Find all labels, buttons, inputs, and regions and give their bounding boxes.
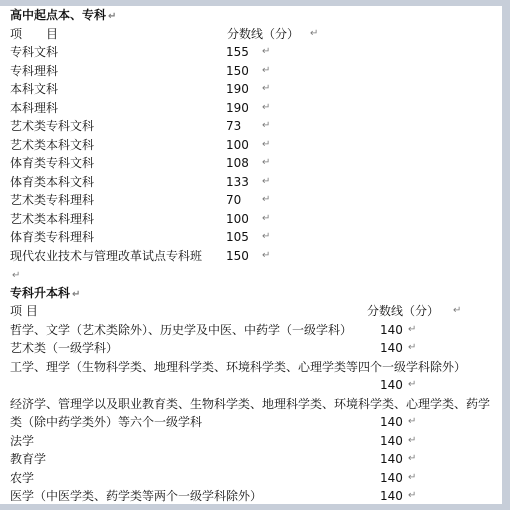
table-row: 法学 140 ↵ xyxy=(10,432,502,451)
paragraph-mark-icon: ↵ xyxy=(108,11,117,22)
paragraph-mark-icon: ↵ xyxy=(408,453,417,464)
paragraph-mark-icon: ↵ xyxy=(408,434,417,446)
paragraph-mark-icon: ↵ xyxy=(262,231,271,242)
table-row: 现代农业技术与管理改革试点专科班 150 ↵ xyxy=(10,247,502,266)
paragraph-mark-icon: ↵ xyxy=(262,212,271,224)
table-row: 本科理科 190 ↵ xyxy=(10,99,502,118)
table-row-continuation: 140 ↵ xyxy=(10,376,502,395)
table-row: 教育学 140 ↵ xyxy=(10,450,502,469)
paragraph-mark-icon: ↵ xyxy=(262,249,271,261)
table-row: 工学、理学（生物科学类、地理科学类、环境科学类、心理学类等四个一级学科除外） xyxy=(10,359,467,374)
paragraph-mark-icon: ↵ xyxy=(453,305,462,316)
header-score-label: 分数线（分） xyxy=(227,26,300,41)
paragraph-mark-icon: ↵ xyxy=(408,416,417,427)
table-row: 本科文科 190 ↵ xyxy=(10,80,502,99)
paragraph-mark-icon: ↵ xyxy=(72,288,81,300)
paragraph-mark-icon: ↵ xyxy=(408,342,417,353)
table-row: 体育类本科文科 133 ↵ xyxy=(10,173,502,192)
section2-header-row xyxy=(10,302,502,321)
paragraph-mark-icon: ↵ xyxy=(262,175,271,187)
paragraph-mark-icon: ↵ xyxy=(310,27,319,39)
section1-title: 高中起点本、专科 ↵ xyxy=(10,8,117,22)
table-row-continuation: 类（除中药学类外）等六个一级学科 140 ↵ xyxy=(10,413,502,432)
paragraph-mark-icon: ↵ xyxy=(262,194,271,205)
table-row: 专科理科 150 ↵ xyxy=(10,62,502,81)
paragraph-mark-icon: ↵ xyxy=(262,46,271,57)
paragraph-mark-icon: ↵ xyxy=(262,157,271,168)
table-row: 艺术类专科文科 73 ↵ xyxy=(10,117,502,136)
table-row: 艺术类本科理科 100 ↵ xyxy=(10,210,502,229)
header-item-label: 项 目 xyxy=(10,304,38,318)
header-item-label: 项 目 xyxy=(10,26,59,41)
paragraph-mark-icon: ↵ xyxy=(408,471,417,483)
table-row: 医学（中医学类、药学类等两个一级学科除外） 140 ↵ xyxy=(10,487,502,506)
table-row: 体育类专科理科 105 ↵ xyxy=(10,228,502,247)
table-row: 艺术类本科文科 100 ↵ xyxy=(10,136,502,155)
table-row: 哲学、文学（艺术类除外）、历史学及中医、中药学（一级学科） 140 ↵ xyxy=(10,321,502,340)
paragraph-mark-icon: ↵ xyxy=(262,83,271,94)
window-frame-right xyxy=(502,0,510,510)
empty-paragraph xyxy=(10,265,502,284)
paragraph-mark-icon: ↵ xyxy=(262,101,271,113)
paragraph-mark-icon: ↵ xyxy=(262,138,271,150)
section1-header-row xyxy=(10,25,502,44)
paragraph-mark-icon: ↵ xyxy=(262,120,271,131)
section2-title: 专科升本科 ↵ xyxy=(10,285,81,300)
paragraph-mark-icon: ↵ xyxy=(262,64,271,76)
paragraph-mark-icon: ↵ xyxy=(408,490,417,501)
paragraph-mark-icon: ↵ xyxy=(408,379,417,390)
header-score-label: 分数线（分） xyxy=(367,304,440,318)
table-row: 体育类专科文科 108 ↵ xyxy=(10,154,502,173)
table-row: 专科文科 155 ↵ xyxy=(10,43,502,62)
table-row: 经济学、管理学以及职业教育类、生物科学类、地理科学类、环境科学类、心理学类、药学 xyxy=(10,396,491,411)
table-row: 艺术类（一级学科） 140 ↵ xyxy=(10,339,502,358)
paragraph-mark-icon: ↵ xyxy=(408,323,417,335)
table-row: 农学 140 ↵ xyxy=(10,469,502,488)
paragraph-mark-icon: ↵ xyxy=(12,270,21,281)
table-row: 艺术类专科理科 70 ↵ xyxy=(10,191,502,210)
document-body xyxy=(10,6,502,504)
